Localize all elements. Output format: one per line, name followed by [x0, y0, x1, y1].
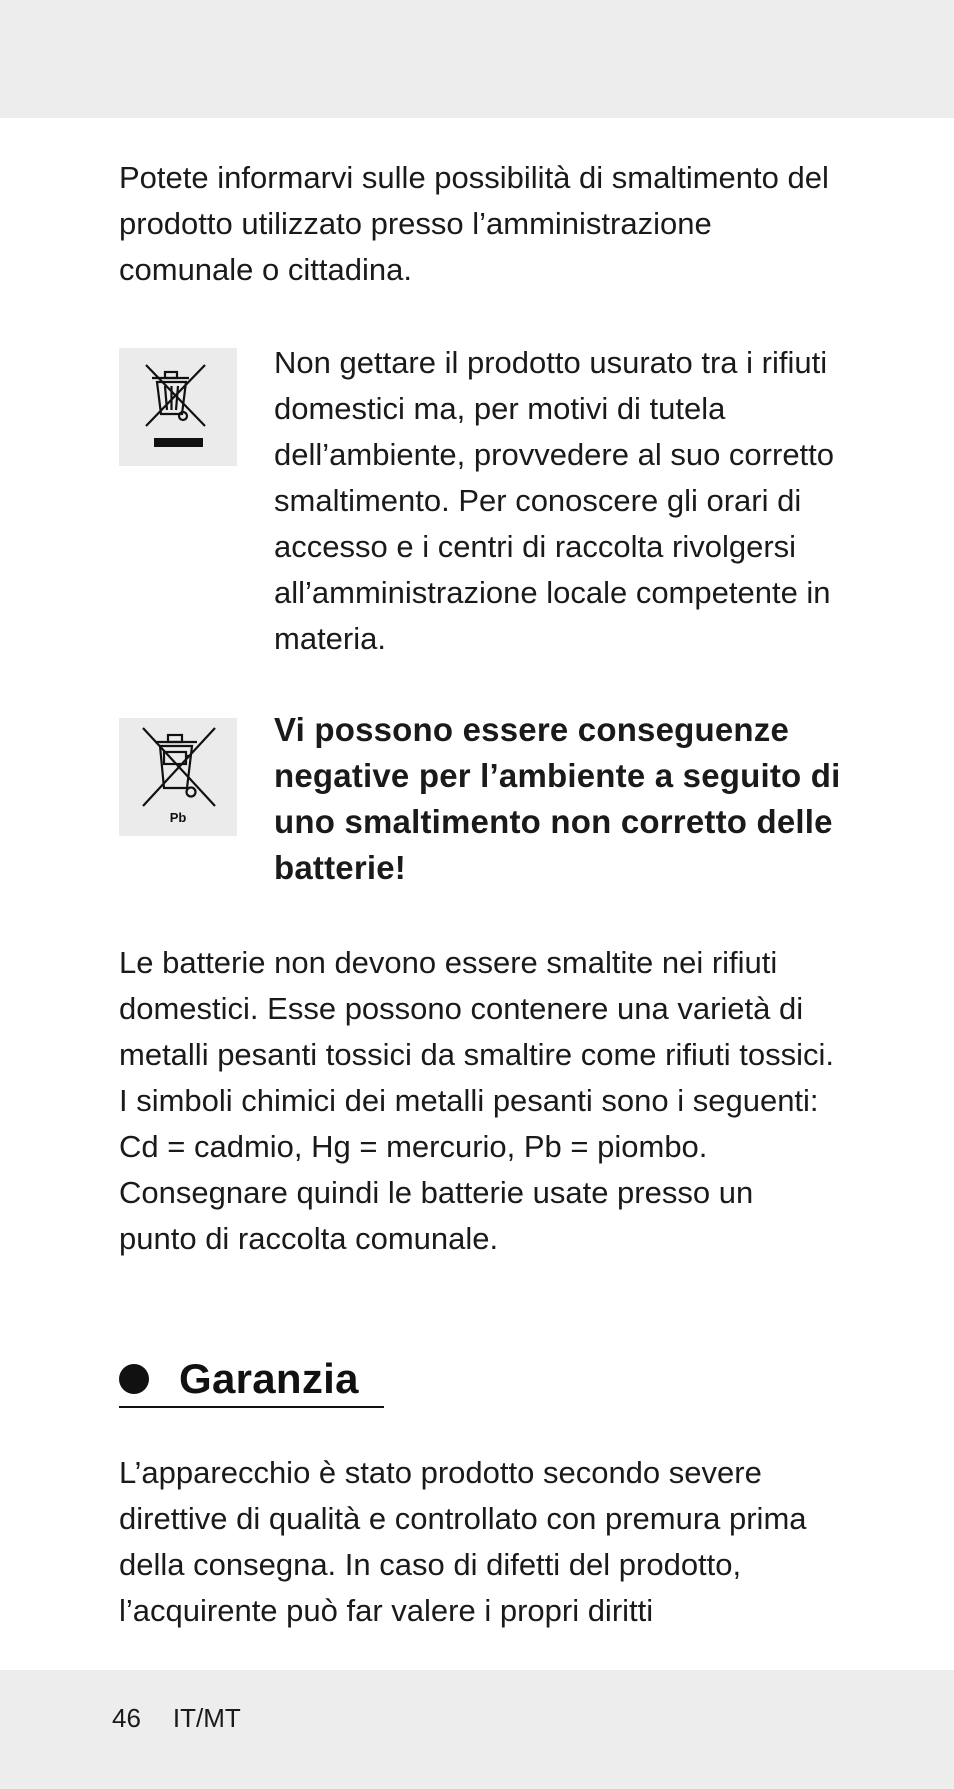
page-number: 46	[112, 1703, 141, 1733]
heading-bullet-icon	[119, 1364, 149, 1394]
batteries-paragraph: Le batterie non devono essere smaltite nei rifiuti domestici. Esse possono contenere una varietà di metalli pesanti tossici da smaltire come rifiuti tossici. I simboli chimici dei metalli pesanti sono i seguenti: Cd = cadmio, Hg = mercurio, Pb = piombo. Consegnare quindi le batterie usate presso un punto di raccolta comunale.	[119, 945, 834, 1256]
heading-underline	[119, 1406, 384, 1408]
section-title: Garanzia	[179, 1355, 359, 1402]
battery-icon-label: Pb	[169, 810, 187, 825]
trash-paragraph: Non gettare il prodotto usurato tra i rifiuti domestici ma, per motivi di tutela dell’ambiente, provvedere al suo corretto smaltimento. Per conoscere gli orari di accesso e i centri di raccolta rivolgersi all’amministrazione locale competente in materia.	[274, 345, 835, 656]
page-footer	[112, 1703, 241, 1734]
battery-warning: Vi possono essere conseguenze negative per l’ambiente a seguito di uno smaltimento non corretto delle batterie!	[274, 711, 841, 886]
crossed-out-bin-icon	[119, 348, 237, 466]
language-code: IT/MT	[172, 1703, 241, 1733]
crossed-out-bin-battery-icon	[119, 718, 237, 836]
section-heading	[119, 1350, 359, 1408]
intro-paragraph: Potete informarvi sulle possibilità di smaltimento del prodotto utilizzato presso l’amministrazione comunale o cittadina.	[119, 160, 829, 287]
top-band	[0, 0, 954, 118]
warranty-paragraph: L’apparecchio è stato prodotto secondo severe direttive di qualità e controllato con premura prima della consegna. In caso di difetti del prodotto, l’acquirente può far valere i propri diritti	[119, 1455, 807, 1628]
